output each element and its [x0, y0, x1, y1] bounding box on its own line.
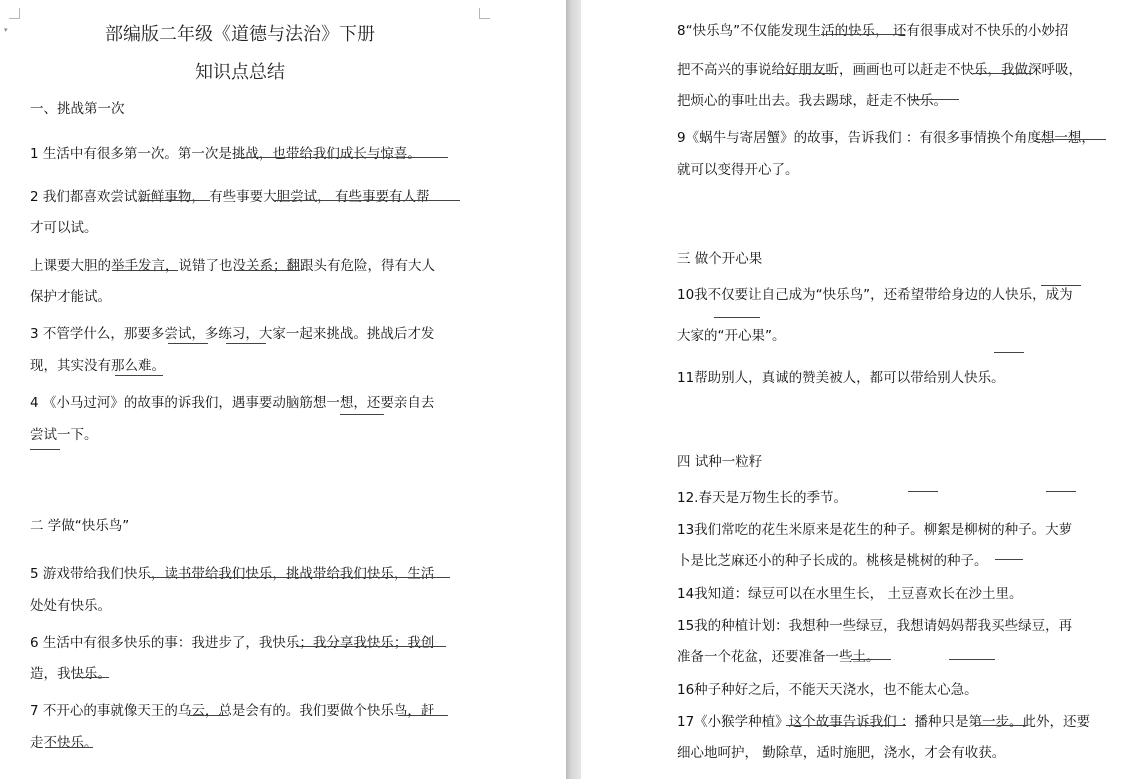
underline-mark	[236, 157, 448, 158]
paragraph-line: 造，我快乐。	[30, 666, 111, 682]
paragraph-line: 13我们常吃的花生米原来是花生的种子。柳絮是柳树的种子。大萝	[677, 522, 1073, 538]
underline-mark	[226, 343, 266, 344]
paragraph-line: 走不快乐。	[30, 735, 98, 751]
underline-mark	[777, 73, 837, 74]
underline-mark	[821, 34, 905, 35]
underline-mark	[949, 659, 995, 660]
section-heading: 四 试种一粒籽	[677, 454, 763, 470]
paragraph-line: 保护才能试。	[30, 289, 111, 305]
paragraph-line: 12.春天是万物生长的季节。	[677, 490, 847, 506]
paragraph-line: 8“快乐鸟”不仅能发现生活的快乐， 还有很事成对不快乐的小妙招	[677, 23, 1069, 39]
paragraph-line: 把烦心的事吐出去。我去踢球，赶走不快乐。	[677, 93, 947, 109]
underline-mark	[398, 715, 448, 716]
paragraph-line: 7 不开心的事就像天王的乌云，总是会有的。我们要做个快乐鸟，赶	[30, 703, 435, 719]
underline-mark	[973, 73, 1033, 74]
document-page-left	[0, 0, 566, 779]
paragraph-line: 16种子种好之后，不能天天浇水，也不能太心急。	[677, 682, 978, 698]
underline-mark	[1046, 491, 1076, 492]
underline-mark	[994, 352, 1024, 353]
paragraph-line: 2 我们都喜欢尝试新鲜事物， 有些事要大胆尝试， 有些事要有人帮	[30, 189, 430, 205]
paragraph-line: 9《蜗牛与寄居蟹》的故事，告诉我们 ：有很多事情换个角度想一想，	[677, 130, 1095, 146]
underline-mark	[995, 559, 1023, 560]
paragraph-line: 处处有快乐。	[30, 598, 111, 614]
paragraph-line: 把不高兴的事说给好朋友听，画画也可以赶走不快乐，我做深呼吸，	[677, 62, 1082, 78]
paragraph-line: 6 生活中有很多快乐的事：我进步了，我快乐；我分享我快乐；我创	[30, 635, 435, 651]
paragraph-line: 3 不管学什么，那要多尝试，多练习，大家一起来挑战。挑战后才发	[30, 326, 435, 342]
paragraph-line: 卜是比芝麻还小的种子长成的。桃核是桃树的种子。	[677, 553, 988, 569]
paragraph-line: 上课要大胆的举手发言，说错了也没关系；翻跟头有危险，得有大人	[30, 258, 435, 274]
section-heading: 三 做个开心果	[677, 251, 763, 267]
paragraph-line: 5 游戏带给我们快乐，读书带给我们快乐，挑战带给我们快乐，生活	[30, 566, 435, 582]
underline-mark	[908, 491, 938, 492]
underline-mark	[236, 270, 300, 271]
underline-mark	[851, 659, 891, 660]
underline-mark	[150, 577, 450, 578]
section-heading: 二 学做“快乐鸟”	[30, 518, 130, 534]
underline-mark	[976, 725, 1026, 726]
underline-mark	[115, 375, 163, 376]
underline-mark	[30, 449, 60, 450]
underline-mark	[190, 715, 224, 716]
paragraph-line: 就可以变得开心了。	[677, 162, 799, 178]
paragraph-line: 大家的“开心果”。	[677, 328, 786, 344]
underline-mark	[340, 414, 384, 415]
underline-mark	[1036, 139, 1106, 140]
underline-mark	[911, 99, 959, 100]
paragraph-line: 才可以试。	[30, 220, 98, 236]
paragraph-line: 1 生活中有很多第一次。第一次是挑战，也带给我们成长与惊喜。	[30, 146, 421, 162]
underline-mark	[140, 200, 210, 201]
page-corner-mark	[9, 8, 20, 19]
section-heading: 一、挑战第一次	[30, 101, 125, 117]
paragraph-line: 4 《小马过河》的故事的诉我们，遇事要动脑筋想一想，还要亲自去	[30, 395, 435, 411]
paragraph-line: 准备一个花盆，还要准备一些土。	[677, 649, 880, 665]
underline-mark	[45, 747, 93, 748]
underline-mark	[786, 725, 906, 726]
underline-mark	[168, 343, 208, 344]
underline-mark	[75, 677, 109, 678]
paragraph-line: 细心地呵护， 勤除草，适时施肥，浇水，才会有收获。	[677, 745, 1006, 761]
paragraph-line: 尝试一下。	[30, 427, 98, 443]
underline-mark	[714, 317, 760, 318]
underline-mark	[112, 270, 178, 271]
underline-mark	[296, 646, 446, 647]
page-corner-mark	[479, 8, 490, 19]
paragraph-line: 10我不仅要让自己成为“快乐鸟”，还希望带给身边的人快乐，成为	[677, 287, 1073, 303]
page-gap	[566, 0, 581, 779]
document-page-right	[581, 0, 1147, 779]
document-title: 部编版二年级《道德与法治》下册	[105, 24, 375, 45]
margin-mark: ▾	[4, 26, 8, 34]
paragraph-line: 17《小猴学种植》这个故事告诉我们 ：播种只是第一步。此外，还要	[677, 714, 1090, 730]
paragraph-line: 现，其实没有那么难。	[30, 358, 165, 374]
underline-mark	[1041, 285, 1081, 286]
paragraph-line: 14我知道：绿豆可以在水里生长， 土豆喜欢长在沙土里。	[677, 586, 1023, 602]
paragraph-line: 15我的种植计划：我想种一些绿豆，我想请妈妈帮我买些绿豆，再	[677, 618, 1073, 634]
document-subtitle: 知识点总结	[195, 62, 285, 83]
underline-mark	[275, 200, 460, 201]
paragraph-line: 11帮助别人，真诚的赞美被人，都可以带给别人快乐。	[677, 370, 1005, 386]
